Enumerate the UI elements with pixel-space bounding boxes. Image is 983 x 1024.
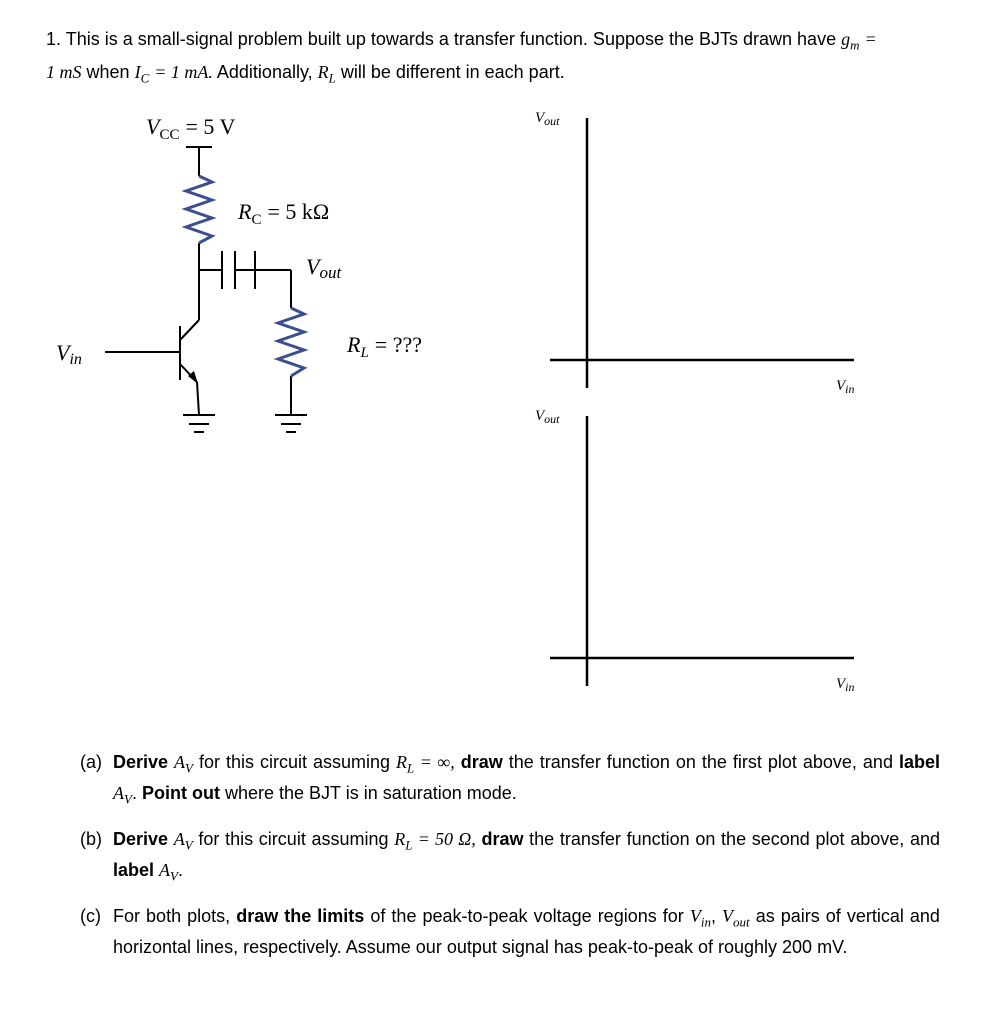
part-a-point-out: Point out [141,782,220,803]
part-c-label: (c) [80,906,101,926]
circuit-vout-label: Vout [306,254,342,282]
intro-text-3: will be different in each part. [340,61,565,82]
when-text: when [86,61,130,82]
part-b-period: . [178,859,184,880]
part-b-label: (b) [80,829,102,849]
ic-value: = 1 mA. [154,61,213,82]
part-b-text-2: for this circuit assuming [198,829,389,849]
problem-number: 1. [46,29,62,49]
circuit-wires [105,147,307,432]
part-a-label: (a) [80,752,102,772]
part-c [80,904,940,960]
plot-2[interactable] [535,408,855,694]
rc-label: $R_C = 5$ kΩ [238,199,330,228]
part-b-rl: $R_L = 50$ Ω, [394,829,476,853]
part-c-draw-limits: draw the limits [236,906,365,926]
intro-text-2: Additionally, [216,61,313,82]
plot-1-y-label: $V_{out}$ [535,110,560,128]
part-c-vout: $V_{out}$ [722,906,750,930]
rl-symbol: $R_L$ [317,61,336,86]
plot-2-y-label: $V_{out}$ [535,408,560,426]
part-b-text-4: the transfer function on the second plot above, and [529,829,940,849]
part-a-label-word: label [898,752,940,772]
intro-text-1: This is a small-signal problem built up towards a transfer function. Suppose the BJTs drawn have [65,29,837,49]
part-b-av: $A_V$ [173,829,193,853]
part-b-av-2: $A_V$ [159,859,178,884]
rl-resistor [278,308,304,376]
part-c-comma: , [710,906,716,926]
part-a-text-4: the transfer function on the first plot above, and [508,752,893,772]
part-c-text-1: For both plots, [113,906,231,926]
rl-label: $R_L$ = ??? [347,332,422,361]
gm-value: 1 mS [46,61,82,82]
ic-symbol: $I_C$ [134,61,150,86]
part-c-text-3: of the peak-to-peak voltage regions for [370,906,684,926]
part-a-rl: $R_L$ = ∞, [396,752,455,776]
gm-eq: = [864,29,877,49]
part-c-vin: $V_{in}$ [689,906,711,930]
part-a-av: $A_V$ [174,752,193,776]
part-a-text-2: for this circuit assuming [199,752,391,772]
plot-1[interactable] [535,110,855,396]
rc-resistor [186,176,212,243]
gm-symbol: $g_m$ [841,29,860,53]
part-a-text-8: where the BJT is in saturation mode. [224,782,517,803]
circuit-vin-label: Vin [56,340,82,368]
part-b-draw: draw [481,829,524,849]
part-b-derive: Derive [113,829,169,849]
part-c-text-4: as pairs of vertical and horizontal lines, respectively. Assume our output signal has peak-to-peak of roughly 200 mV. [113,906,940,957]
part-b [80,827,940,888]
part-a-derive: Derive [113,752,169,772]
plot-1-x-label: $V_{in}$ [836,378,855,396]
part-a [80,750,940,811]
part-b-label-word: label [113,859,155,880]
part-a-av-2: $A_V$ [113,782,132,807]
plot-2-x-label: $V_{in}$ [836,676,855,694]
part-a-period: . [131,782,137,803]
vcc-label: $V_{CC} = 5$ V [146,114,236,143]
part-a-draw: draw [460,752,503,772]
